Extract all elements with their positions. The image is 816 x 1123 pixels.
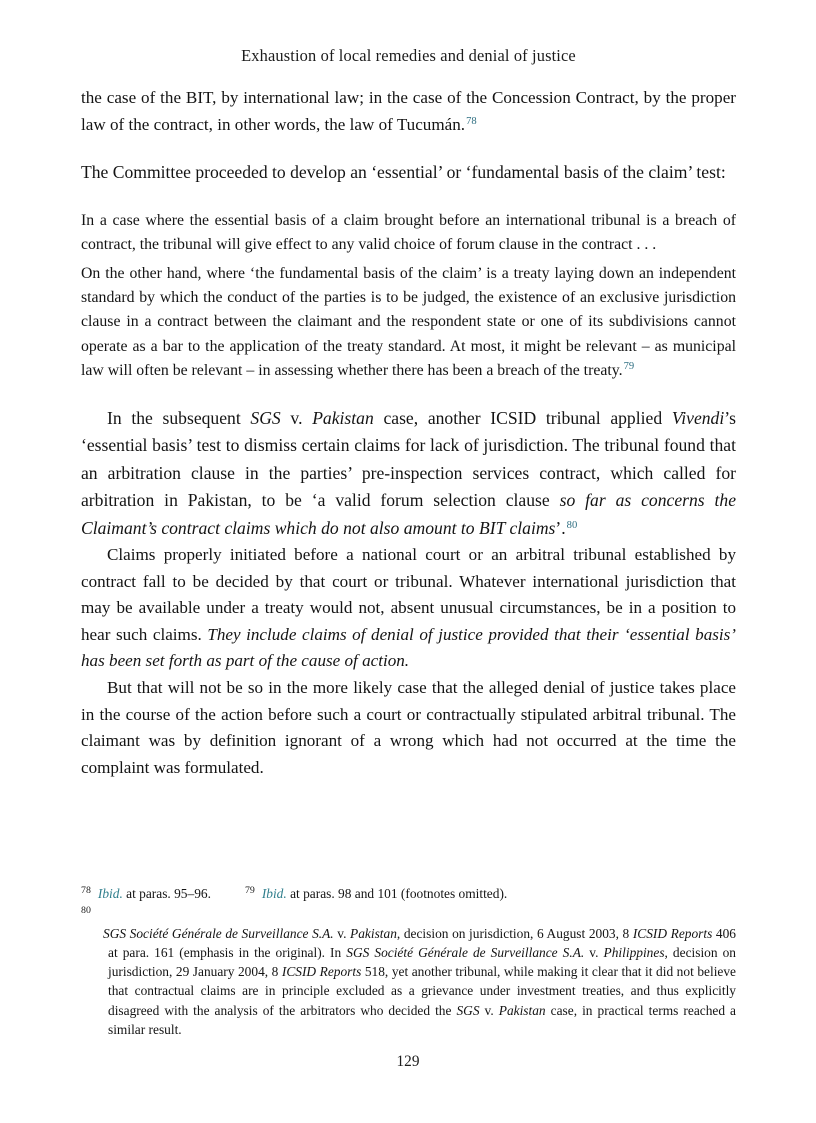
sgs-seg-3: case, another ICSID tribunal applied xyxy=(373,407,672,428)
paragraph-carryover xyxy=(81,85,736,138)
footnote-78-ibid: Ibid. xyxy=(97,886,123,901)
fn80-case-pakistan-2: Pakistan xyxy=(498,1002,546,1018)
blockquote-paragraph-2 xyxy=(81,262,736,384)
fn80-case-philippines: Philippines xyxy=(603,944,665,960)
fn80-seg-4: v. xyxy=(584,944,604,960)
footnote-row-80 xyxy=(81,904,736,1039)
sgs-seg-5: ’. xyxy=(555,517,566,538)
footnote-ref-80[interactable]: 80 xyxy=(566,519,578,531)
footnote-ref-78[interactable]: 78 xyxy=(466,115,477,127)
blockquote-paragraph-1: In a case where the essential basis of a claim brought before an international tribunal is a breach of contract, the tribunal will give effect to any valid choice of forum clause in the contract . . . xyxy=(81,211,736,254)
footnote-79-ibid: Ibid. xyxy=(261,886,287,901)
footnotes-block xyxy=(81,884,736,1039)
footnote-marker-80-wrap xyxy=(81,906,91,921)
sgs-seg-1: In the subsequent xyxy=(107,407,251,428)
footnote-79-text: at paras. 98 and 101 (footnotes omitted). xyxy=(286,886,508,901)
case-name-pakistan: Pakistan xyxy=(312,407,374,428)
paragraph-claims xyxy=(81,542,736,675)
footnote-marker-78[interactable]: 78 xyxy=(81,884,91,896)
sgs-seg-4: ’s ‘essential basis’ test to dismiss certain claims for lack of jurisdiction. The tribunal found that an arbitration clause in the parties’ pre-inspection services contract, which called for arbitration in Pakistan, to be ‘a valid forum selection clause xyxy=(81,407,736,511)
page-number: 129 xyxy=(396,1053,420,1070)
paragraph-intro: The Committee proceeded to develop an ‘essential’ or ‘fundamental basis of the claim’ test: xyxy=(81,162,726,183)
fn80-case-sgs-2: SGS xyxy=(456,1002,480,1018)
fn80-reporter-1: ICSID Reports xyxy=(632,925,713,941)
claims-italic-emphasis: They include claims of denial of justice provided that their ‘essential basis’ has been set forth as part of the cause of action. xyxy=(81,624,736,671)
paragraph-sgs-pakistan xyxy=(81,405,736,543)
footnote-marker-80[interactable]: 80 xyxy=(81,905,91,917)
fn80-seg-1: v. xyxy=(333,925,351,941)
fn80-seg-3: 406 at para. 161 (emphasis in the original). In xyxy=(108,925,736,960)
fn80-case-sgs-societe-2: SGS Société Générale de Surveillance S.A. xyxy=(346,944,585,960)
footnote-78-text: at paras. 95–96. xyxy=(122,886,211,901)
paragraph-carryover-text: the case of the BIT, by international law; in the case of the Concession Contract, by the proper law of the contract, in other words, the law of Tucumán. xyxy=(81,88,736,134)
running-head: Exhaustion of local remedies and denial of justice xyxy=(241,46,576,65)
footnote-row-78-79 xyxy=(81,884,736,903)
paragraph-but-that-will-not: But that will not be so in the more likely case that the alleged denial of justice takes place in the course of the action before such a court or contractually stipulated arbitral tribunal. The claimant was by definition ignorant of a wrong which had not occurred at the time the complaint was formulated. xyxy=(81,678,736,777)
footnote-80-body-inner xyxy=(103,924,736,1040)
footnote-ref-79[interactable]: 79 xyxy=(623,361,635,373)
fn80-seg-5: , decision on jurisdiction, 29 January 2004, 8 xyxy=(108,944,737,980)
case-name-vivendi: Vivendi xyxy=(671,407,725,428)
footnote-marker-79[interactable]: 79 xyxy=(244,884,255,896)
blockquote-paragraph-2-text: On the other hand, where ‘the fundamental basis of the claim’ is a treaty laying down an independent standard by which the conduct of the parties is to be judged, the existence of an exclusive jurisdiction clause in a contract between the claimant and the respondent state or one of its subdivisions cannot operate as a bar to the application of the treaty standard. At most, it might be relevant – as municipal law will often be relevant – in assessing whether there has been a breach of the treaty. xyxy=(81,264,736,380)
fn80-seg-2: , decision on jurisdiction, 6 August 2003, 8 xyxy=(396,925,633,941)
footnote-80-body xyxy=(81,924,736,1040)
fn80-seg-6: 518, yet another tribunal, while making it clear that it did not believe that contractual claims are in principle excluded as a grievance under investment treaties, and thus explicitly disagreed with the analysis of the arbitrators who decided the xyxy=(108,964,736,1018)
main-text-column xyxy=(81,85,736,781)
claims-seg-1: Claims properly initiated before a national court or an arbitral tribunal established by contract fall to be decided by that court or tribunal. Whatever international jurisdiction that may be available under a treaty would not, absent unusual circumstances, be in a position to hear such claims. xyxy=(81,545,736,644)
case-name-sgs: SGS xyxy=(250,407,281,428)
sgs-seg-2: v. xyxy=(280,407,313,428)
fn80-seg-7: v. xyxy=(479,1002,499,1018)
fn80-case-sgs-societe-1: SGS Société Générale de Surveillance S.A. xyxy=(103,925,334,941)
fn80-reporter-2: ICSID Reports xyxy=(281,964,362,980)
fn80-case-pakistan-1: Pakistan xyxy=(350,925,397,941)
quoted-emphasis-text: so far as concerns the Claimant’s contract claims which do not also amount to BIT claims xyxy=(81,490,737,538)
fn80-seg-8: case, in practical terms reached a similar result. xyxy=(108,1002,737,1038)
blockquote xyxy=(81,209,736,384)
